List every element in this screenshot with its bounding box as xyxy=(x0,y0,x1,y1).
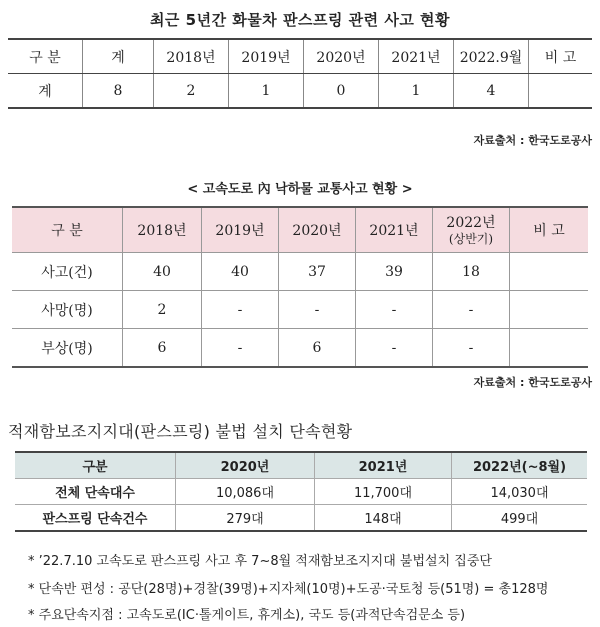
data-source: 자료출처 : 한국도로공사 xyxy=(473,134,592,147)
table-cell: 8 xyxy=(83,74,154,109)
table-cell: 사고(건) xyxy=(12,253,123,291)
footnote: * ’22.7.10 고속도로 판스프링 사고 후 7~8월 적재함보조지지대 불법설치 집중단 xyxy=(28,554,492,569)
table-cell xyxy=(529,74,593,109)
table-cell: - xyxy=(202,291,279,329)
row-header-cell: 판스프링 단속건수 xyxy=(15,505,176,532)
header-cell: 2019년 xyxy=(229,39,304,74)
header-cell: 2022년(~8월) xyxy=(452,452,588,479)
header-cell: 2021년 xyxy=(379,39,454,74)
header-cell xyxy=(433,207,510,253)
table-cell: 2 xyxy=(154,74,229,109)
table-cell: - xyxy=(356,329,433,368)
table-cell: 11,700대 xyxy=(315,479,452,505)
table-cell xyxy=(510,329,589,368)
table-header-row xyxy=(15,452,587,479)
table-row xyxy=(15,505,587,532)
header-cell: 2021년 xyxy=(315,452,452,479)
table-cell: 부상(명) xyxy=(12,329,123,368)
table-cell: - xyxy=(279,291,356,329)
footnote: * 주요단속지점 : 고속도로(IC·톨게이트, 휴게소), 국도 등(과적단속검문소 등) xyxy=(28,608,466,623)
table-cell: 37 xyxy=(279,253,356,291)
table-cell: 39 xyxy=(356,253,433,291)
data-source: 자료출처 : 한국도로공사 xyxy=(473,376,592,389)
table-cell xyxy=(510,291,589,329)
header-cell: 구분 xyxy=(15,452,176,479)
table-cell: 499대 xyxy=(452,505,588,532)
header-cell: 계 xyxy=(83,39,154,74)
enforcement-status-title: 적재함보조지지대(판스프링) 불법 설치 단속현황 xyxy=(8,422,353,441)
header-cell: 비 고 xyxy=(529,39,593,74)
table-row xyxy=(8,74,592,109)
header-cell: 2020년 xyxy=(279,207,356,253)
table-cell: 4 xyxy=(454,74,529,109)
table-cell: 1 xyxy=(229,74,304,109)
header-cell: 구 분 xyxy=(12,207,123,253)
table-header-row xyxy=(8,39,592,74)
table-cell: 14,030대 xyxy=(452,479,588,505)
table-cell: 2 xyxy=(123,291,202,329)
header-cell: 2018년 xyxy=(123,207,202,253)
table-cell: 6 xyxy=(123,329,202,368)
table-row xyxy=(12,253,588,291)
header-subtext: (상반기) xyxy=(448,231,494,246)
enforcement-table xyxy=(15,451,587,532)
footnote: * 단속반 편성 : 공단(28명)+경찰(39명)+지자체(10명)+도공·국토청 등(51명) = 총128명 xyxy=(28,582,549,597)
table-cell: 148대 xyxy=(315,505,452,532)
table-cell: 40 xyxy=(202,253,279,291)
table-cell: - xyxy=(433,291,510,329)
table-cell: 0 xyxy=(304,74,379,109)
header-cell: 2020년 xyxy=(176,452,315,479)
table-cell xyxy=(510,253,589,291)
header-cell: 구 분 xyxy=(8,39,83,74)
table-cell: 6 xyxy=(279,329,356,368)
accident-status-title: 최근 5년간 화물차 판스프링 관련 사고 현황 xyxy=(149,11,451,29)
leaf-spring-accident-table xyxy=(8,38,592,109)
table-cell: 10,086대 xyxy=(176,479,315,505)
header-cell: 2021년 xyxy=(356,207,433,253)
table-cell: 1 xyxy=(379,74,454,109)
header-cell: 2019년 xyxy=(202,207,279,253)
header-cell: 2020년 xyxy=(304,39,379,74)
table-row xyxy=(12,329,588,368)
row-header-cell: 전체 단속대수 xyxy=(15,479,176,505)
table-row xyxy=(15,479,587,505)
table-cell: 40 xyxy=(123,253,202,291)
table-row xyxy=(12,291,588,329)
table-cell: - xyxy=(433,329,510,368)
header-cell: 2022.9월 xyxy=(454,39,529,74)
table-cell: 279대 xyxy=(176,505,315,532)
table-cell: - xyxy=(356,291,433,329)
header-cell: 2018년 xyxy=(154,39,229,74)
falling-object-title: < 고속도로 內 낙하물 교통사고 현황 > xyxy=(187,182,413,197)
falling-object-accident-table xyxy=(12,206,588,368)
table-cell: 18 xyxy=(433,253,510,291)
table-cell: 계 xyxy=(8,74,83,109)
table-cell: - xyxy=(202,329,279,368)
header-year: 2022년 xyxy=(446,214,496,231)
table-header-row xyxy=(12,207,588,253)
table-cell: 사망(명) xyxy=(12,291,123,329)
header-cell: 비 고 xyxy=(510,207,589,253)
